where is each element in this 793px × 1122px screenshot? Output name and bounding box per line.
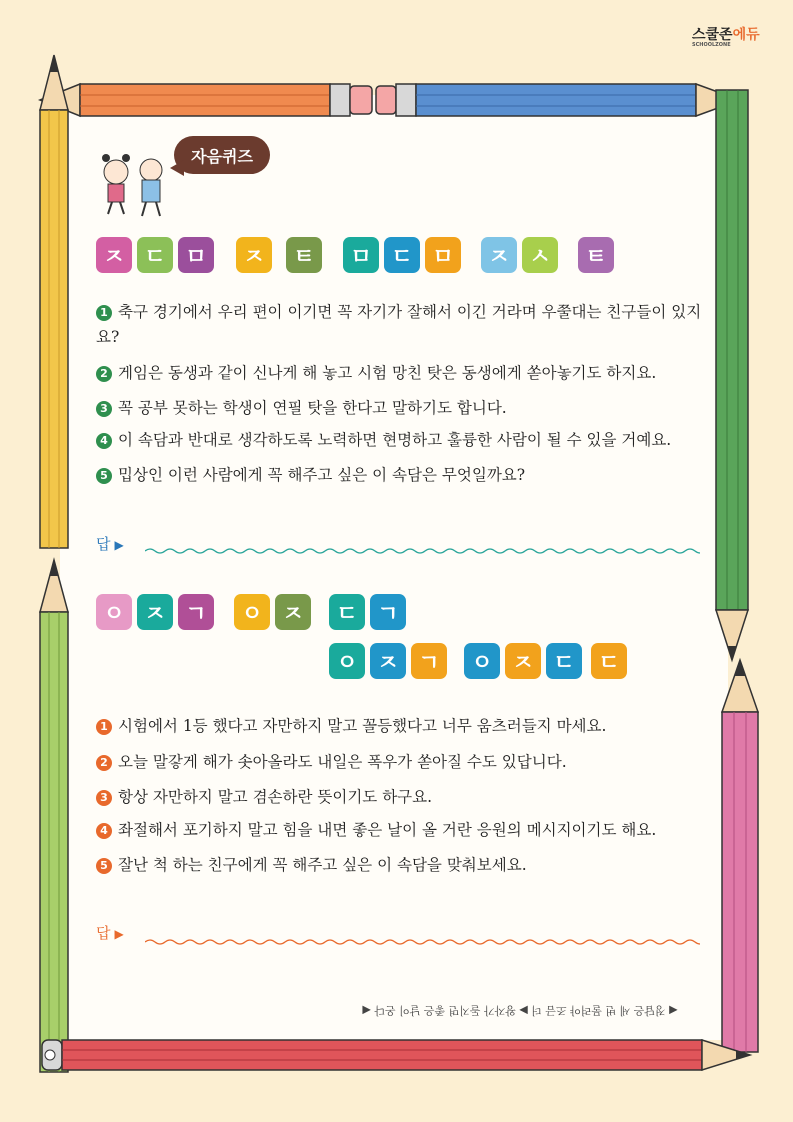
answer-text: 답: [96, 924, 111, 942]
question-text: 밉상인 이런 사람에게 꼭 해주고 싶은 이 속담은 무엇일까요?: [118, 466, 526, 484]
tile: ㅌ: [286, 237, 322, 273]
tile: ㅈ: [370, 643, 406, 679]
question-text: 게임은 동생과 같이 신나게 해 놓고 시험 망친 탓은 동생에게 쏟아놓기도 하지요.: [118, 364, 657, 382]
number-badge: 1: [96, 719, 112, 735]
number-badge: 3: [96, 401, 112, 417]
question-text: 시험에서 1등 했다고 자만하지 말고 꼴등했다고 너무 움츠러들지 마세요.: [118, 717, 607, 735]
arrow-right-icon: ▶: [114, 538, 124, 552]
number-badge: 5: [96, 468, 112, 484]
tile: ㅅ: [522, 237, 558, 273]
number-badge: 2: [96, 755, 112, 771]
tile: ㅈ: [481, 237, 517, 273]
upside-down-hint: ◀ 정답은 세 번 물려야 조금 더 ▶ 왕자가 돌지면 좋은 날이 온다 ◀: [362, 1004, 678, 1017]
question-text: 꼭 공부 못하는 학생이 연필 탓을 한다고 말하기도 합니다.: [118, 399, 507, 417]
tile: ㅈ: [96, 237, 132, 273]
tile: ㄱ: [411, 643, 447, 679]
number-badge: 2: [96, 366, 112, 382]
tile: ㄷ: [329, 594, 365, 630]
pencil-top-blue: [376, 84, 740, 116]
question-1-1: [96, 300, 706, 350]
pencil-right-green: [716, 90, 748, 660]
question-text: 잘난 척 하는 친구에게 꼭 해주고 싶은 이 속담을 맞춰보세요.: [118, 856, 527, 874]
question-2-5: [96, 853, 706, 878]
question-1-5: [96, 463, 706, 488]
pencil-top-orange: [40, 84, 372, 116]
tile: ㅇ: [234, 594, 270, 630]
tile: ㄷ: [591, 643, 627, 679]
tile: ㅇ: [464, 643, 500, 679]
question-text: 이 속담과 반대로 생각하도록 노력하면 현명하고 훌륭한 사람이 될 수 있을 거예요.: [118, 431, 672, 449]
tile: ㅈ: [275, 594, 311, 630]
answer-text: 답: [96, 535, 111, 553]
tile: ㅁ: [178, 237, 214, 273]
number-badge: 5: [96, 858, 112, 874]
tile: ㄷ: [384, 237, 420, 273]
question-text: 항상 자만하지 말고 겸손하란 뜻이기도 하구요.: [118, 788, 433, 806]
tile: ㅁ: [343, 237, 379, 273]
kids-illustration: [96, 150, 176, 220]
question-2-2: [96, 750, 706, 775]
pencil-left-green: [40, 560, 68, 1072]
answer-line-1[interactable]: [145, 546, 700, 556]
tile: ㅁ: [425, 237, 461, 273]
pencil-left-yellow: [40, 55, 68, 548]
tile: ㅌ: [578, 237, 614, 273]
number-badge: 3: [96, 790, 112, 806]
tile: ㄷ: [137, 237, 173, 273]
number-badge: 4: [96, 433, 112, 449]
logo-suffix: 에듀: [732, 27, 760, 43]
tile: ㄱ: [178, 594, 214, 630]
pencil-right-pink: [722, 660, 758, 1052]
question-text: 축구 경기에서 우리 편이 이기면 꼭 자기가 잘해서 이긴 거라며 우쭐대는 친구들이 있지요?: [96, 303, 702, 346]
answer-label-1: [96, 533, 124, 554]
tile: ㅈ: [137, 594, 173, 630]
tile: ㅈ: [505, 643, 541, 679]
tile: ㅇ: [329, 643, 365, 679]
tile: ㅈ: [236, 237, 272, 273]
tile: ㅇ: [96, 594, 132, 630]
question-2-1: [96, 714, 706, 739]
question-1-4: [96, 428, 706, 453]
question-text: 오늘 말갛게 해가 솟아올라도 내일은 폭우가 쏟아질 수도 있답니다.: [118, 753, 567, 771]
answer-label-2: [96, 922, 124, 943]
question-1-2: [96, 361, 706, 386]
pencil-bottom-red: [42, 1040, 750, 1070]
logo-main: 스쿨존: [692, 27, 733, 43]
question-1-3: [96, 396, 706, 421]
number-badge: 1: [96, 305, 112, 321]
logo-sub: SCHOOLZONE: [692, 42, 731, 48]
question-2-4: [96, 818, 706, 843]
answer-line-2[interactable]: [145, 937, 700, 947]
number-badge: 4: [96, 823, 112, 839]
arrow-right-icon: ▶: [114, 927, 124, 941]
tile: ㄷ: [546, 643, 582, 679]
question-text: 좌절해서 포기하지 말고 힘을 내면 좋은 날이 올 거란 응원의 메시지이기도 해요.: [118, 821, 657, 839]
tile: ㄱ: [370, 594, 406, 630]
quiz-label: 자음퀴즈: [191, 147, 253, 166]
question-2-3: [96, 785, 706, 810]
